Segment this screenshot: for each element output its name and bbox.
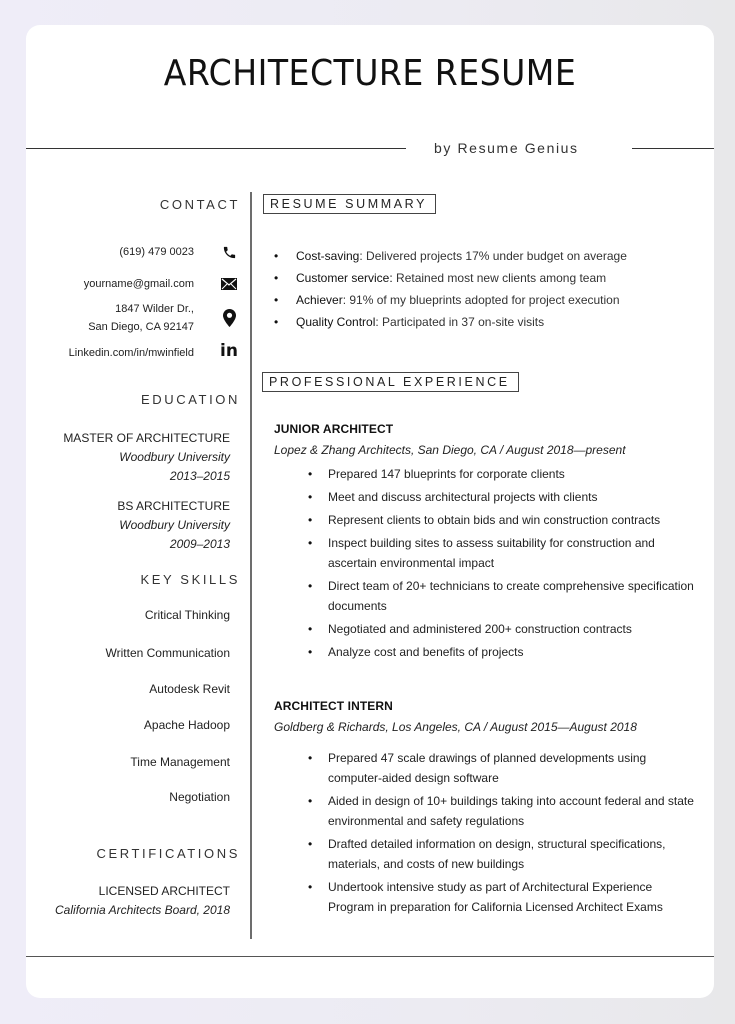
envelope-icon [220,275,238,293]
summary-label: Achiever [296,293,343,307]
job-bullet: • Undertook intensive study as part of Architectural Experience Program in preparation for California Licensed Architect Exams [328,877,698,917]
skill-item: Critical Thinking [144,608,230,622]
skill-item: Written Communication [105,646,230,660]
contact-email [26,275,240,295]
contact-phone [26,243,240,263]
contact-linkedin [26,341,240,364]
summary-label: Customer service: [296,271,393,285]
job-subtitle: Goldberg & Richards, Los Angeles, CA / August 2015—August 2018 [274,720,637,734]
summary-heading: RESUME SUMMARY [263,194,436,214]
job-title: JUNIOR ARCHITECT [274,422,394,436]
summary-label: Quality Control [296,315,376,329]
education-heading: EDUCATION [141,392,240,407]
divider [26,956,714,957]
left-column [26,25,240,955]
summary-text: : 91% of my blueprints adopted for project execution [342,293,620,307]
certification-issuer: California Architects Board, 2018 [55,903,230,917]
contact-address [26,301,240,337]
summary-item [296,289,706,311]
summary-text: : Participated in 37 on-site visits [375,315,545,329]
skill-item: Time Management [130,755,230,769]
job-title: ARCHITECT INTERN [274,699,393,713]
certification-entry [55,882,230,920]
years: 2009–2013 [169,537,230,551]
linkedin-text: Linkedin.com/in/mwinfield [68,347,194,359]
school: Woodbury University [119,450,230,464]
job-subtitle: Lopez & Zhang Architects, San Diego, CA / August 2018—present [274,443,626,457]
experience-heading: PROFESSIONAL EXPERIENCE [262,372,519,392]
job-bullet: • Inspect building sites to assess suitability for construction and ascertain environmental impact [328,533,698,573]
job-bullet: • Drafted detailed information on design, structural specifications, materials, and costs of new buildings [328,834,698,874]
job-bullet: • Prepared 147 blueprints for corporate clients [328,464,698,484]
skill-item: Autodesk Revit [149,682,230,696]
education-entry [63,429,230,486]
email-text: yourname@gmail.com [83,278,194,290]
years: 2013–2015 [169,469,230,483]
job-bullets [328,748,698,920]
resume-title: ARCHITECTURE RESUME [163,53,577,94]
certification-title: LICENSED ARCHITECT [98,884,230,898]
job-bullet: • Meet and discuss architectural projects with clients [328,487,698,507]
phone-icon [220,243,238,261]
column-divider [250,192,252,939]
summary-item [296,267,706,289]
skill-item: Apache Hadoop [143,718,230,732]
map-pin-icon [220,309,238,327]
education-entry [117,497,230,554]
byline: by Resume Genius [434,140,579,156]
job-bullet: • Analyze cost and benefits of projects [328,642,698,662]
job-bullet: • Negotiated and administered 200+ construction contracts [328,619,698,639]
address-line-1: 1847 Wilder Dr., [115,303,194,315]
certifications-heading: CERTIFICATIONS [96,846,240,861]
address-line-2: San Diego, CA 92147 [88,321,194,333]
skills-heading: KEY SKILLS [140,572,240,587]
job-bullet: • Represent clients to obtain bids and win construction contracts [328,510,698,530]
school: Woodbury University [119,518,230,532]
summary-text: Retained most new clients among team [392,271,607,285]
summary-text: : Delivered projects 17% under budget on average [359,249,627,263]
summary-item [296,311,706,333]
phone-text: (619) 479 0023 [119,246,194,258]
job-bullets [328,464,698,665]
divider [632,148,714,149]
job-bullet: • Prepared 47 scale drawings of planned developments using computer-aided design software [328,748,698,788]
resume-page [26,25,714,998]
summary-list [296,245,706,333]
degree: MASTER OF ARCHITECTURE [63,431,230,445]
skill-item: Negotiation [169,790,230,804]
job-bullet: • Aided in design of 10+ buildings taking into account federal and state environmental and safety regulations [328,791,698,831]
contact-heading: CONTACT [159,197,240,212]
degree: BS ARCHITECTURE [117,499,230,513]
job-bullet: • Direct team of 20+ technicians to create comprehensive specification documents [328,576,698,616]
summary-label: Cost-saving [296,249,360,263]
linkedin-icon: in [220,341,238,361]
summary-item [296,245,706,267]
